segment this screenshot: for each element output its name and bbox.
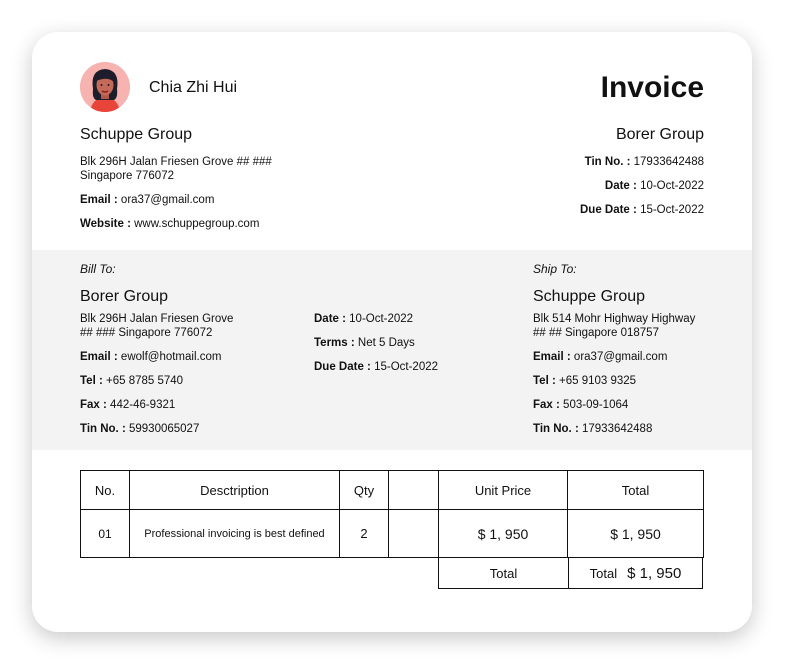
terms-due-label: Due Date : [314,361,371,373]
to-company-name: Borer Group [615,126,704,143]
from-email-value: ora37@gmail.com [120,194,215,206]
person-name: Chia Zhi Hui [149,79,238,96]
header-total: Total [568,471,704,510]
cell-no: 01 [81,510,130,558]
to-tin [585,155,704,169]
to-due-label: Due Date : [579,204,637,216]
ship-to-heading: Ship To: [533,262,577,276]
bill-to-email-value: ewolf@hotmail.com [120,351,222,363]
terms-due-value: 15-Oct-2022 [374,361,439,373]
terms-due [314,360,438,374]
cell-extra [389,510,439,558]
table-header-row [81,471,704,510]
ship-to-tel [533,374,636,388]
ship-to-fax [533,398,628,412]
total-label: Total [439,558,569,588]
cell-unit-price: $ 1, 950 [439,510,568,558]
invoice-card [32,32,752,632]
avatar [80,62,130,112]
total-amount: $ 1, 950 [627,564,682,582]
cell-qty: 2 [340,510,389,558]
person-avatar-icon [80,62,130,112]
bill-to-address-line2: ## ### Singapore 776072 [80,327,213,339]
from-company-name: Schuppe Group [80,126,193,143]
ship-to-fax-value: 503-09-1064 [563,399,629,411]
from-website-value: www.schuppegroup.com [134,218,260,230]
total-row [438,557,703,589]
ship-to-address-line1: Blk 514 Mohr Highway Highway [533,313,696,325]
bill-to-tin-value: 59930065027 [128,423,200,435]
items-table [80,470,704,558]
terms-terms [314,336,415,350]
ship-to-company: Schuppe Group [533,288,646,305]
from-address-line1: Blk 296H Jalan Friesen Grove ## ### [80,156,272,168]
bill-to-fax-value: 442-46-9321 [110,399,176,411]
terms-date [314,312,413,326]
bill-to-email-label: Email : [80,351,118,363]
bill-to-email [80,350,221,364]
ship-to-address-line2: ## ## Singapore 018757 [533,327,659,339]
total-cell [569,558,702,588]
ship-to-tin-value: 17933642488 [581,423,653,435]
bill-to-address-line1: Blk 296H Jalan Friesen Grove [80,313,234,325]
to-tin-label: Tin No. : [584,156,631,168]
header-blank [389,471,439,510]
terms-date-value: 10-Oct-2022 [349,313,414,325]
ship-to-email-label: Email : [533,351,571,363]
header-no: No. [81,471,130,510]
cell-description: Professional invoicing is best defined [130,510,340,558]
to-date [605,179,704,193]
ship-to-email [533,350,667,364]
from-email-label: Email : [80,194,118,206]
header-qty: Qty [340,471,389,510]
ship-to-tin [533,422,652,436]
to-due-date [580,203,704,217]
from-email [80,193,214,207]
ship-to-email-value: ora37@gmail.com [573,351,668,363]
invoice-title: Invoice [600,71,704,104]
bill-to-heading: Bill To: [80,262,116,276]
ship-to-fax-label: Fax : [533,399,560,411]
from-address-line2: Singapore 776072 [80,170,174,182]
ship-to-tel-value: +65 9103 9325 [559,375,637,387]
from-website [80,217,259,231]
bill-to-tin [80,422,199,436]
bill-to-tel-label: Tel : [80,375,103,387]
to-date-value: 10-Oct-2022 [640,180,704,192]
terms-terms-label: Terms : [314,337,355,349]
from-website-label: Website : [80,218,131,230]
to-date-label: Date : [604,180,637,192]
bill-to-tel [80,374,183,388]
header-unit-price: Unit Price [439,471,568,510]
total-label-inline: Total [589,565,618,581]
to-due-value: 15-Oct-2022 [640,204,704,216]
ship-to-tel-label: Tel : [533,375,556,387]
cell-total: $ 1, 950 [568,510,704,558]
to-tin-value: 17933642488 [633,156,704,168]
bill-to-fax-label: Fax : [80,399,107,411]
terms-terms-value: Net 5 Days [357,337,415,349]
ship-to-tin-label: Tin No. : [533,423,579,435]
header-description: Desctription [130,471,340,510]
bill-to-company: Borer Group [80,288,169,305]
bill-to-tel-value: +65 8785 5740 [106,375,184,387]
table-row [81,510,704,558]
terms-date-label: Date : [314,313,346,325]
bill-to-fax [80,398,175,412]
bill-to-tin-label: Tin No. : [80,423,126,435]
